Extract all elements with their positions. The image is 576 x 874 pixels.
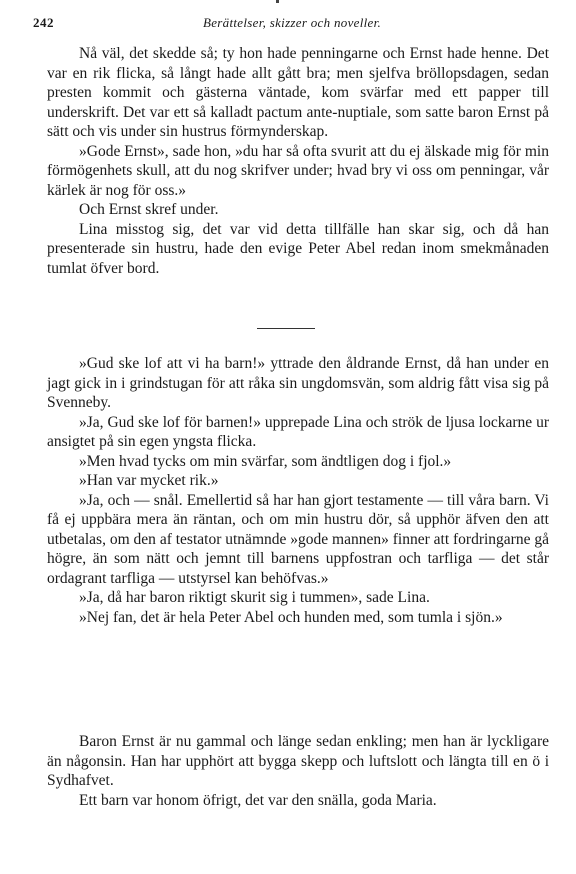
section-2 bbox=[47, 354, 549, 627]
paragraph: »Men hvad tycks om min svärfar, som ändtligen dog i fjol.» bbox=[79, 452, 452, 470]
paragraph: »Han var mycket rik.» bbox=[79, 472, 219, 489]
paragraph: Baron Ernst är nu gammal och länge sedan enkling; men han är lyckligare än någonsin. Han har upphört att bygga skepp och luftslott och längta till en ö i Sydhafvet. bbox=[47, 733, 549, 789]
paragraph: »Nej fan, det är hela Peter Abel och hunden med, som tumla i sjön.» bbox=[79, 608, 503, 626]
section-separator bbox=[257, 328, 315, 329]
page-number: 242 bbox=[33, 15, 54, 30]
page-header bbox=[33, 11, 548, 31]
paragraph: »Ja, då har baron riktigt skurit sig i tummen», sade Lina. bbox=[79, 589, 430, 606]
running-title: Berättelser, skizzer och noveller. bbox=[203, 15, 382, 30]
paragraph: Nå väl, det skedde så; ty hon hade penningarne och Ernst hade henne. Det var en rik flicka, så långt hade allt gått bra; men sjelfva bröllopsdagen, sedan presten kommit och gästerna väntade, kom svärfar med ett papper till underskrift. Det var ett så kalladt pactum ante-nuptiale, som satte baron Ernst på sätt och vis under sin hustrus förmynderskap. bbox=[47, 45, 549, 140]
paragraph: Ett barn var honom öfrigt, det var den snälla, goda Maria. bbox=[79, 791, 437, 809]
section-1 bbox=[47, 44, 549, 278]
paragraph: Lina misstog sig, det var vid detta tillfälle han skar sig, och då han presenterade sin hustru, hade den evige Peter Abel redan inom smekmånaden tumlat öfver bord. bbox=[47, 220, 549, 277]
paragraph: Och Ernst skref under. bbox=[79, 201, 219, 218]
paragraph: »Ja, Gud ske lof för barnen!» upprepade Lina och strök de ljusa lockarne ur ansigtet på sin egen yngsta flicka. bbox=[47, 413, 549, 450]
paragraph: »Ja, och — snål. Emellertid så har han gjort testamente — till våra barn. Vi få ej uppbära mera än räntan, och om min hustru dör, så upphör äfven den att utbetalas, om den af testator utnämnde »gode mannen» finner att fordringarne gå högre, än som nätt och jemnt till barnens uppfostran och tarfliga — det står ordagrant tarfliga — utstyrsel kan behöfvas.» bbox=[47, 491, 549, 587]
section-3 bbox=[47, 732, 549, 810]
print-mark bbox=[276, 0, 279, 3]
paragraph: »Gud ske lof att vi ha barn!» yttrade den åldrande Ernst, då han under en jagt gick in i grindstugan för att råka sin ungdomsvän, som aldrig fått visa sig på Svenneby. bbox=[47, 355, 549, 411]
paragraph: »Gode Ernst», sade hon, »du har så ofta svurit att du ej älskade mig för min förmögenhets skull, att du nog skrifver under; hvad bry vi oss om penningar, vår kärlek är nog för oss.» bbox=[47, 142, 549, 199]
